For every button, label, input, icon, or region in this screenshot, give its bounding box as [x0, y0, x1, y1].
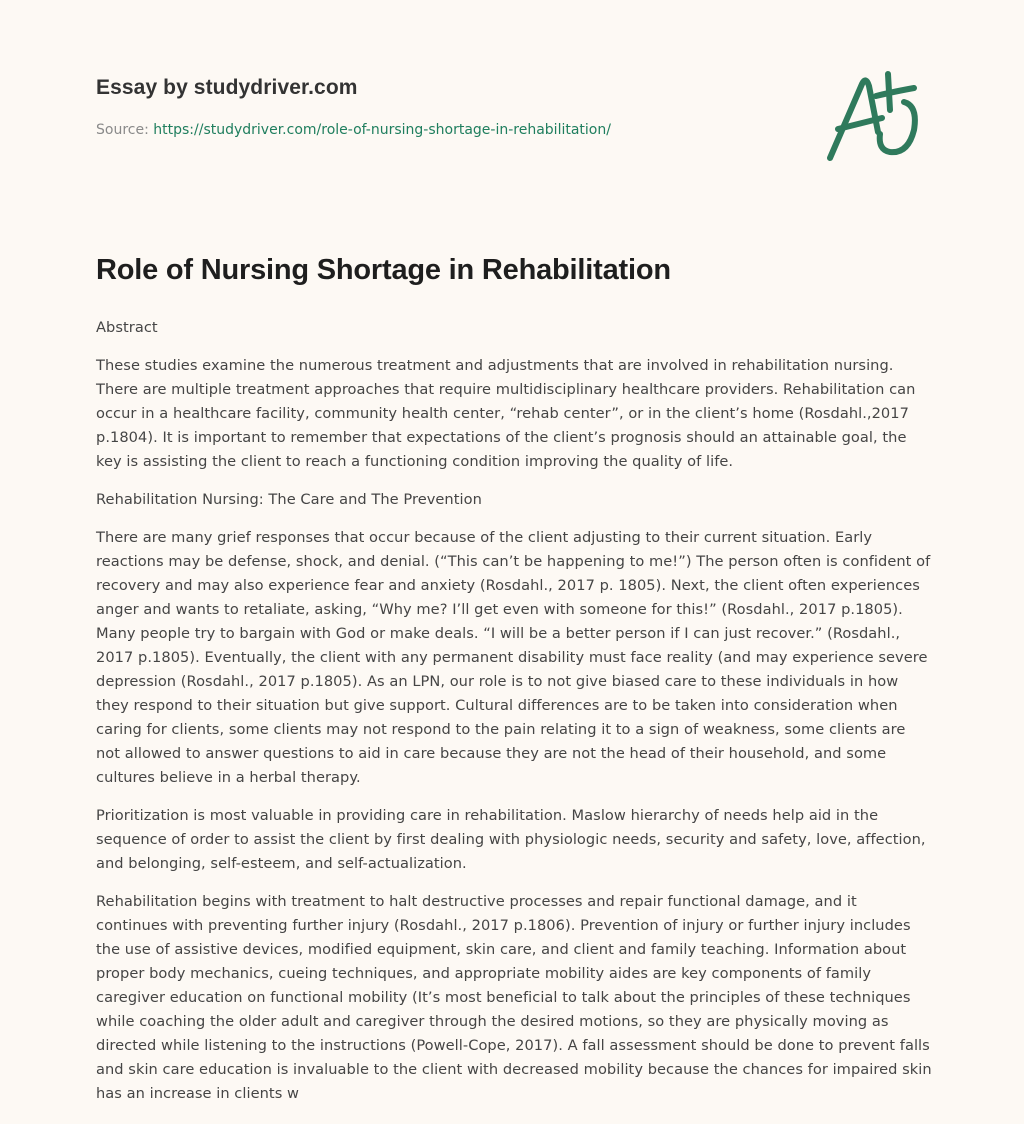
site-title: Essay by studydriver.com	[96, 76, 358, 99]
source-label: Source:	[96, 122, 149, 138]
section-label-abstract: Abstract	[96, 319, 158, 336]
paragraph-abstract: These studies examine the numerous treatment and adjustments that are involved in rehabilitation nursing. There are multiple treatment approaches that require multidisciplinary healthcare providers. Rehabilitation can occur in a healthcare facility, community health center, “rehab center”, or in the client’s home (Rosdahl.,2017 p.1804). It is important to remember that expectations of the client’s prognosis should an attainable goal, the key is assisting the client to reach a functioning condition improving the quality of life.	[96, 357, 916, 470]
page-header	[96, 76, 936, 138]
paragraph-rehabilitation-begins: Rehabilitation begins with treatment to halt destructive processes and repair functional damage, and it continues with preventing further injury (Rosdahl., 2017 p.1806). Prevention of injury or further injury includes the use of assistive devices, modified equipment, skin care, and client and family teaching. Information about proper body mechanics, cueing techniques, and appropriate mobility aides are key components of family caregiver education on functional mobility (It’s most beneficial to talk about the principles of these techniques while coaching the older adult and caregiver through the desired motions, so they are physically moving as directed while listening to the instructions (Powell-Cope, 2017). A fall assessment should be done to prevent falls and skin care education is invaluable to the client with decreased mobility because the chances for impaired skin has an increase in clients w	[96, 893, 932, 1102]
paragraph-grief-responses: There are many grief responses that occur because of the client adjusting to their current situation. Early reactions may be defense, shock, and denial. (“This can’t be happening to me!”) The person often is confident of recovery and may also experience fear and anxiety (Rosdahl., 2017 p. 1805). Next, the client often experiences anger and wants to retaliate, asking, “Why me? I’ll get even with someone for this!” (Rosdahl., 2017 p.1805). Many people try to bargain with God or make deals. “I will be a better person if I can just recover.” (Rosdahl., 2017 p.1805). Eventually, the client with any permanent disability must face reality (and may experience severe depression (Rosdahl., 2017 p.1805). As an LPN, our role is to not give biased care to these individuals in how they respond to their situation but give support. Cultural differences are to be taken into consideration when caring for clients, some clients may not respond to the pain relating it to a sign of weakness, some clients are not allowed to answer questions to aid in care because they are not the head of their household, and some cultures believe in a herbal therapy.	[96, 529, 931, 786]
section-label-care-prevention: Rehabilitation Nursing: The Care and The Prevention	[96, 491, 482, 508]
source-line	[96, 122, 936, 138]
a-plus-logo-icon	[820, 62, 932, 166]
paragraph-prioritization: Prioritization is most valuable in providing care in rehabilitation. Maslow hierarchy of needs help aid in the sequence of order to assist the client by first dealing with physiologic needs, security and safety, love, affection, and belonging, self-esteem, and self-actualization.	[96, 807, 926, 872]
source-link[interactable]: https://studydriver.com/role-of-nursing-shortage-in-rehabilitation/	[153, 122, 611, 138]
essay-content	[96, 316, 932, 1120]
essay-title: Role of Nursing Shortage in Rehabilitation	[96, 254, 671, 286]
